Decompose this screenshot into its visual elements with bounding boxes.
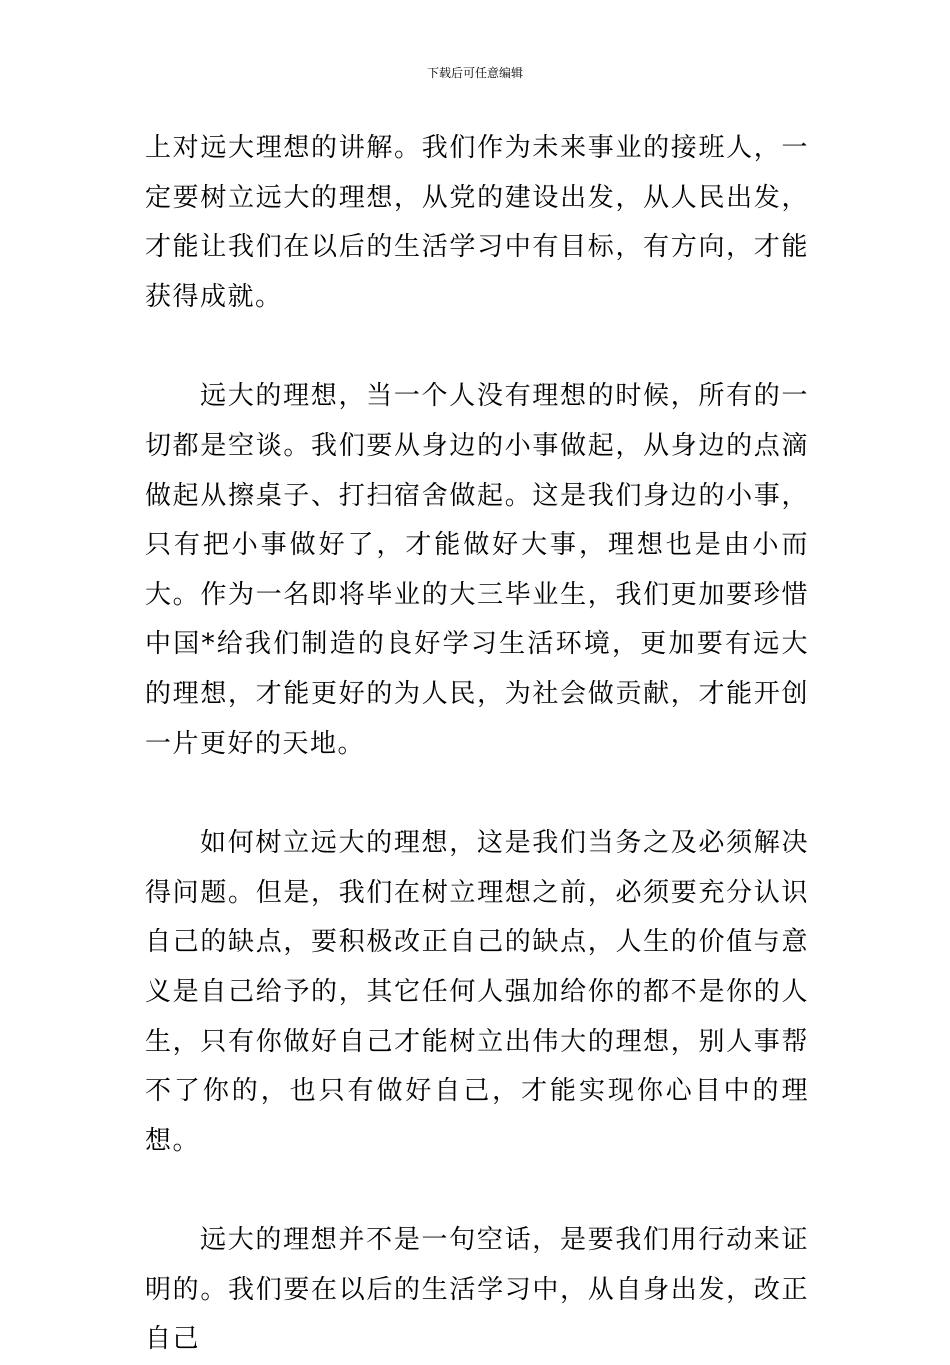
page-header-note: 下载后可任意编辑 (426, 66, 523, 80)
paragraph-continued: 上对远大理想的讲解。我们作为未来事业的接班人，一定要树立远大的理想，从党的建设出发，从人民出发，才能让我们在以后的生活学习中有目标，有方向，才能获得成就。 (145, 133, 809, 312)
document-body (145, 124, 809, 1365)
paragraph: 如何树立远大的理想，这是我们当务之及必须解决得问题。但是，我们在树立理想之前，必须要充分认识自己的缺点，要积极改正自己的缺点，人生的价值与意义是自己给予的，其它任何人强加给你的都不是你的人生，只有你做好自己才能树立出伟大的理想，别人事帮不了你的，也只有做好自己，才能实现你心目中的理想。 (145, 828, 809, 1156)
paragraph: 远大的理想，当一个人没有理想的时候，所有的一切都是空谈。我们要从身边的小事做起，从身边的点滴做起从擦桌子、打扫宿舍做起。这是我们身边的小事，只有把小事做好了，才能做好大事，理想也是由小而大。作为一名即将毕业的大三毕业生，我们更加要珍惜中国*给我们制造的良好学习生活环境，更加要有远大的理想，才能更好的为人民，为社会做贡献，才能开创一片更好的天地。 (145, 381, 809, 759)
paragraph: 远大的理想并不是一句空话，是要我们用行动来证明的。我们要在以后的生活学习中，从自身出发，改正自己 (145, 1225, 809, 1355)
